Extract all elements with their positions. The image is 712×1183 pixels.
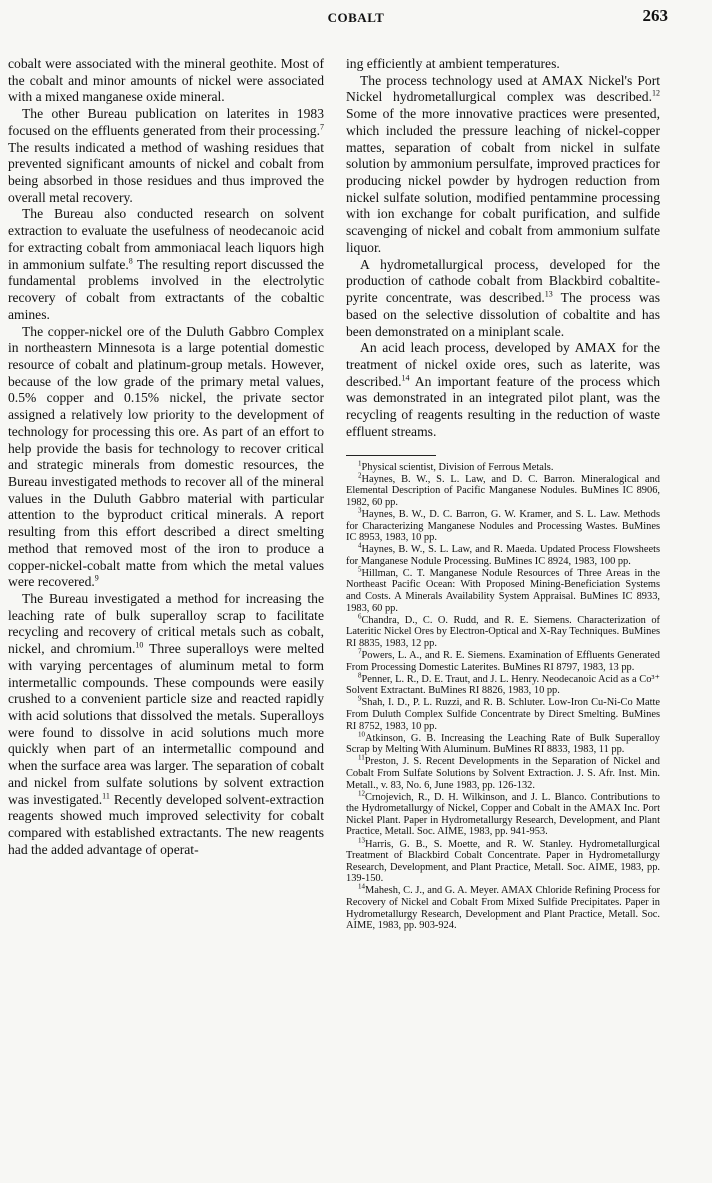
footnote-text: Penner, L. R., D. E. Traut, and J. L. Henry. Neodecanoic Acid as a Co³⁺ Solvent Extractant. BuMines RI 8826, 1983, 10 pp. [346, 673, 660, 697]
footnote-text: Shah, I. D., P. L. Ruzzi, and R. B. Schluter. Low-Iron Cu-Ni-Co Matte From Duluth Complex Sulfide Concentrate by Direct Smelting. BuMines RI 8752, 1983, 10 pp. [346, 697, 660, 732]
footnote-ref: 9 [94, 573, 99, 583]
paragraph: The Bureau investigated a method for increasing the leaching rate of bulk superalloy scrap to facilitate recycling and recovery of critical metals such as cobalt, nickel, and chromium.$^{10}$ Three superalloys were melted with varying percentages of aluminum metal to form intermetallic compounds. These compounds were easily crushed to a convenient particle size and reacted rapidly with acid solutions that dissolved the metals. Superalloys were found to dissolve in acid solutions much more quickly when part of an intermetallic compound and when the surface area was larger. The separation of cobalt and nickel from sulfate solutions by solvent extraction was investigated.$^{11}$ Recently developed solvent-extraction reagents showed much improved selectivity for cobalt compared with established extractants. The new reagents had the added advantage of operat- [8, 591, 325, 857]
footnote-text: Hillman, C. T. Manganese Nodule Resources of Three Areas in the Northeast Pacific Ocean: With Proposed Mining-Beneficiation Systems and Costs. A Minerals Availability System Appraisal. BuMines IC 8933, 1983, 60 pp. [346, 567, 660, 614]
footnote-text: Haynes, B. W., S. L. Law, and R. Maeda. Updated Process Flowsheets for Manganese Nodule Processing. BuMines IC 8924, 1983, 100 pp. [346, 544, 660, 567]
footnote [346, 565, 660, 614]
footnote-ref: 11 [102, 791, 110, 801]
footnote [346, 694, 660, 732]
footnote [346, 541, 660, 567]
footnote-number: 12 [358, 789, 365, 798]
footnote-text: Chandra, D., C. O. Rudd, and R. E. Siemens. Characterization of Lateritic Nickel Ores by Electron-Optical and X-Ray Techniques. BuMines RI 8835, 1983, 12 pp. [346, 614, 660, 649]
footnote-number: 11 [358, 753, 365, 762]
footnote [346, 836, 660, 885]
footnotes [346, 459, 660, 932]
footnote-number: 13 [358, 836, 365, 845]
paragraph: The process technology used at AMAX Nickel's Port Nickel hydrometallurgical complex was described.$^{12}$ Some of the more innovative practices were presented, which included the pressure leaching of nickel-copper mattes, separation of cobalt from nickel in sulfate solution by ammonium persulfate, improved practices for producing nickel powder by hydrogen reduction from nickel sulfate solution, modified pentammine processing with ion exchange for cobalt purification, and sulfide scavenging of nickel and cobalt from ammonium sulfate liquor. [346, 72, 660, 255]
left-column [8, 56, 324, 859]
footnote-text: Harris, G. B., S. Moette, and R. W. Stanley. Hydrometallurgical Treatment of Blackbird Cobalt Concentrate. Paper in Hydrometallurgy Research, Development, and Plant Practice, Metall. Soc. AIME, 1983, pp. 139-150. [346, 838, 660, 885]
paragraph: The copper-nickel ore of the Duluth Gabbro Complex in northeastern Minnesota is a large potential domestic resource of cobalt and platinum-group metals. However, because of the low grade of the primary metal values, 0.5% copper and 0.15% nickel, the private sector assigned a relatively low priority to the development of technology for processing this ore. As part of an effort to help provide the basis for technology to recover critical and strategic minerals from domestic resources, the Bureau investigated methods to recover all of the mineral values in the Duluth Gabbro material with particular attention to the byproduct critical minerals. A report resulting from this effort described a direct smelting method that removed most of the iron to produce a copper-nickel-cobalt matte from which the metal values were recovered.$^9$ [8, 323, 324, 590]
footnote [346, 506, 660, 544]
paragraph: cobalt were associated with the mineral geothite. Most of the cobalt and minor amounts of nickel were associated with a mixed manganese oxide mineral. [8, 56, 324, 105]
footnote-number: 3 [358, 506, 362, 515]
paragraph: The other Bureau publication on laterites in 1983 focused on the effluents generated from their processing.$^7$ The results indicated a method of washing residues that prevented significant amounts of nickel and cobalt from being absorbed in those residues and thus improved the overall metal recovery. [8, 106, 324, 205]
paragraph: An acid leach process, developed by AMAX for the treatment of nickel oxide ores, such as laterite, was described.$^{14}$ An important feature of the process which was demonstrated in an integrated pilot plant, was the recycling of reagents resulting in the reduction of waste effluent streams. [346, 340, 660, 439]
footnote-number: 6 [358, 612, 362, 621]
footnote-number: 5 [358, 565, 362, 574]
footnote-number: 1 [358, 459, 362, 468]
footnote [346, 753, 660, 791]
paragraph: The Bureau also conducted research on solvent extraction to evaluate the usefulness of neodecanoic acid for extracting cobalt from ammoniacal leach liquors high in ammonium sulfate.$^8$ The resulting report discussed the fundamental problems involved in the electrolytic recovery of cobalt from extractants of the cobaltic amines. [8, 206, 324, 322]
footnote-ref: 7 [320, 122, 324, 132]
right-column [346, 56, 660, 932]
footnote-text: Crnojevich, R., D. H. Wilkinson, and J. L. Blanco. Contributions to the Hydrometallurgy of Nickel, Copper and Cobalt in the AMAX Inc. Port Nickel Plant. Paper in Hydrometallurgy Research, Development, and Plant Practice, Metall. Soc. AIME, 1983, pp. 941-953. [346, 791, 660, 838]
footnote-divider [346, 455, 436, 456]
paragraph: A hydrometallurgical process, developed for the production of cathode cobalt from Blackbird cobaltite-pyrite concentrate, was described.$^{13}$ The process was based on the selective dissolution of cobaltite and has been demonstrated on a miniplant scale. [346, 256, 660, 339]
footnote-text: Powers, L. A., and R. E. Siemens. Examination of Effluents Generated From Processing Domestic Laterites. BuMines RI 8797, 1983, 13 pp. [346, 650, 660, 673]
running-header-title: COBALT [327, 10, 385, 25]
footnote-number: 4 [358, 541, 362, 550]
footnote-number: 9 [358, 694, 362, 703]
footnote [346, 612, 660, 650]
footnote-text: Preston, J. S. Recent Developments in the Separation of Nickel and Cobalt From Sulfate Solutions by Solvent Extraction. J. S. Afr. Inst. Min. Metall., v. 83, No. 6, June 1983, pp. 126-132. [346, 756, 660, 791]
footnote-ref: 8 [128, 256, 133, 266]
footnote-number: 14 [358, 882, 365, 891]
footnote [346, 647, 660, 673]
footnote-text: Haynes, B. W., D. C. Barron, G. W. Kramer, and S. L. Law. Methods for Characterizing Manganese Nodules and Processing Wastes. BuMines IC 8953, 1983, 10 pp. [346, 508, 660, 544]
footnote-ref: 12 [652, 88, 660, 98]
footnote-ref: 14 [401, 373, 410, 383]
footnote-number: 10 [358, 730, 365, 739]
footnote-number: 8 [358, 671, 362, 680]
footnote-text: Mahesh, C. J., and G. A. Meyer. AMAX Chloride Refining Process for Recovery of Nickel and Cobalt From Mixed Sulfide Precipitates. Paper in Hydrometallurgy Research, Development and Plant Practice, Metall. Soc. AIME, 1983, pp. 903-924. [346, 885, 660, 932]
footnote-ref: 10 [135, 640, 144, 650]
footnote-number: 7 [358, 647, 362, 656]
footnote-text: Physical scientist, Division of Ferrous Metals. [361, 461, 554, 473]
footnote [346, 671, 660, 697]
footnote [346, 789, 660, 838]
footnote-text: Haynes, B. W., S. L. Law, and D. C. Barron. Mineralogical and Elemental Description of Pacific Manganese Nodules. BuMines IC 8906, 1982, 60 pp. [346, 473, 660, 508]
footnote [346, 730, 660, 756]
page-number: 263 [642, 6, 668, 25]
footnote [346, 459, 660, 474]
footnote-number: 2 [358, 471, 362, 480]
paragraph: ing efficiently at ambient temperatures. [346, 56, 560, 71]
footnote [346, 471, 660, 509]
footnote-ref: 13 [544, 289, 553, 299]
footnote-text: Atkinson, G. B. Increasing the Leaching Rate of Bulk Superalloy Scrap by Melting With Aluminum. BuMines RI 8833, 1983, 11 pp. [346, 732, 660, 756]
footnote [346, 882, 660, 932]
